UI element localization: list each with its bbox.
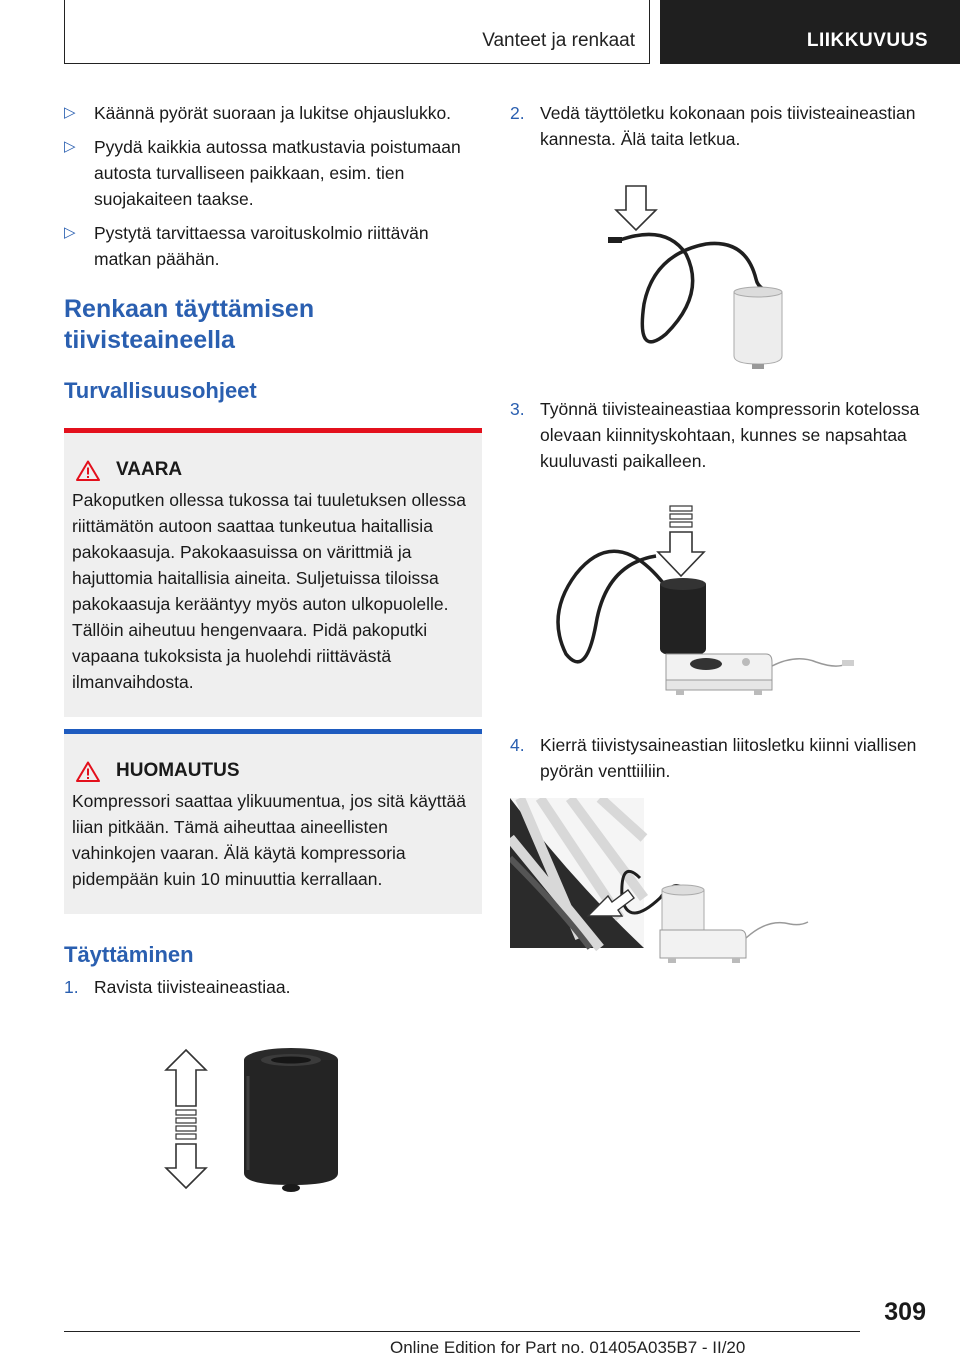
header-chapter-box bbox=[660, 0, 960, 64]
danger-callout-header bbox=[76, 459, 472, 481]
header-section-box bbox=[64, 0, 650, 64]
left-column bbox=[64, 100, 482, 1198]
right-column bbox=[510, 100, 930, 973]
warning-triangle-icon bbox=[76, 761, 100, 782]
step-text: Ravista tiivisteaineastiaa. bbox=[94, 977, 291, 997]
step-number: 1. bbox=[64, 977, 79, 997]
pull-hose-illustration bbox=[606, 184, 806, 374]
section-title: Vanteet ja renkaat bbox=[482, 30, 635, 51]
notice-callout bbox=[64, 729, 482, 914]
warning-triangle-icon bbox=[76, 460, 100, 481]
bullet-text: Käännä pyörät suoraan ja lukitse ohjauslukko. bbox=[94, 103, 452, 123]
notice-callout-header bbox=[76, 760, 472, 782]
shake-bottle-illustration bbox=[164, 1048, 344, 1198]
subsection-heading: Turvallisuusohjeet bbox=[64, 378, 257, 403]
step-item bbox=[64, 974, 482, 1000]
danger-label: VAARA bbox=[116, 459, 183, 480]
step-text: Työnnä tiivisteaineastiaa kompressorin kotelossa olevaan kiinnityskohtaan, kunnes se napsahtaa kuuluvasti paikalleen. bbox=[540, 399, 920, 471]
step-item bbox=[510, 732, 930, 784]
filling-heading: Täyttäminen bbox=[64, 942, 194, 967]
danger-callout bbox=[64, 428, 482, 717]
chapter-title: LIIKKUVUUS bbox=[806, 30, 928, 51]
step-number: 4. bbox=[510, 735, 525, 755]
triangle-bullet-icon: ▷ bbox=[64, 138, 76, 155]
bullet-text: Pystytä tarvittaessa varoituskolmio riittävän matkan päähän. bbox=[94, 223, 429, 269]
step-text: Kierrä tiivistysaineastian liitosletku kiinni viallisen pyörän venttiiliin. bbox=[540, 735, 917, 781]
step-number: 2. bbox=[510, 103, 525, 123]
bullet-item bbox=[64, 220, 482, 272]
bullet-item bbox=[64, 134, 482, 212]
step-number: 3. bbox=[510, 399, 525, 419]
notice-text: Kompressori saattaa ylikuumentua, jos sitä käyttää liian pitkään. Tämä aiheuttaa aineellisten vahinkojen vaaran. Älä käytä kompressoria pidempään kuin 10 minuuttia kerrallaan. bbox=[72, 791, 466, 889]
footer-rule bbox=[64, 1331, 860, 1332]
step-item bbox=[510, 100, 930, 152]
triangle-bullet-icon: ▷ bbox=[64, 224, 76, 241]
footer-edition: Online Edition for Part no. 01405A035B7 - II/20 bbox=[390, 1338, 746, 1357]
bullet-item bbox=[64, 100, 482, 126]
section-heading: Renkaan täyttämisen tiivisteaineella bbox=[64, 295, 315, 354]
step-item bbox=[510, 396, 930, 474]
connect-valve-illustration bbox=[510, 798, 810, 973]
triangle-bullet-icon: ▷ bbox=[64, 104, 76, 121]
notice-label: HUOMAUTUS bbox=[116, 760, 240, 781]
danger-text: Pakoputken ollessa tukossa tai tuuletuksen ollessa riittämätön autoon saattaa tunkeutua haitallisia pakokaasuja. Pakokaasuissa on värittmiä ja hajuttomia haitallisia aineita. Suljetuissa tiloissa pakokaasuja kerääntyy myös auton ulkopuolelle. Tällöin aiheutuu hengenvaara. Pidä pakoputki vapaana tukoksista ja huolehdi riittävästä ilmanvaihdosta. bbox=[72, 490, 466, 692]
step-text: Vedä täyttöletku kokonaan pois tiivisteaineastian kannesta. Älä taita letkua. bbox=[540, 103, 916, 149]
page-number: 309 bbox=[884, 1298, 926, 1326]
insert-bottle-illustration bbox=[536, 504, 866, 714]
bullet-text: Pyydä kaikkia autossa matkustavia poistumaan autosta turvalliseen paikkaan, esim. tien suojakaiteen taakse. bbox=[94, 137, 461, 209]
